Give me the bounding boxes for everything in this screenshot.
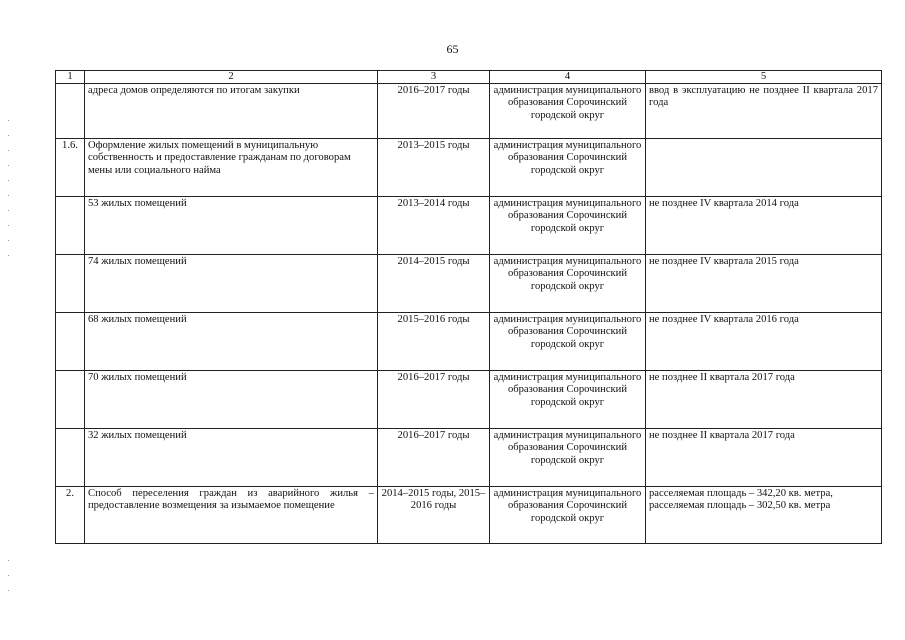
executor-cell: администрация муниципального образования Сорочинский городской округ xyxy=(490,429,646,487)
measure-cell: Оформление жилых помещений в муниципальную собственность и предоставление гражданам по договорам мены или социального найма xyxy=(85,139,378,197)
table-row xyxy=(56,429,882,487)
table-row xyxy=(56,371,882,429)
result-cell: ввод в эксплуатацию не позднее II квартала 2017 года xyxy=(646,84,882,139)
term-cell: 2013–2015 годы xyxy=(378,139,490,197)
table-row xyxy=(56,255,882,313)
table-row xyxy=(56,84,882,139)
measure-cell: 32 жилых помещений xyxy=(85,429,378,487)
executor-cell: администрация муниципального образования Сорочинский городской округ xyxy=(490,313,646,371)
page-number: 65 xyxy=(446,42,459,56)
executor-cell: администрация муниципального образования Сорочинский городской округ xyxy=(490,371,646,429)
term-cell: 2013–2014 годы xyxy=(378,197,490,255)
result-cell: не позднее IV квартала 2016 года xyxy=(646,313,882,371)
result-cell xyxy=(646,139,882,197)
term-cell: 2016–2017 годы xyxy=(378,429,490,487)
column-header-3: 3 xyxy=(378,71,490,84)
term-cell: 2016–2017 годы xyxy=(378,84,490,139)
executor-cell: администрация муниципального образования Сорочинский городской округ xyxy=(490,84,646,139)
executor-cell: администрация муниципального образования Сорочинский городской округ xyxy=(490,487,646,544)
executor-cell: администрация муниципального образования Сорочинский городской округ xyxy=(490,255,646,313)
row-number-cell xyxy=(56,429,85,487)
measure-cell: 53 жилых помещений xyxy=(85,197,378,255)
row-number-cell xyxy=(56,255,85,313)
row-number-cell xyxy=(56,313,85,371)
scan-margin-marks xyxy=(8,120,11,270)
result-cell: не позднее IV квартала 2014 года xyxy=(646,197,882,255)
result-cell: не позднее IV квартала 2015 года xyxy=(646,255,882,313)
measure-cell: 74 жилых помещений xyxy=(85,255,378,313)
table-row xyxy=(56,197,882,255)
term-cell: 2014–2015 годы, 2015–2016 годы xyxy=(378,487,490,544)
program-table xyxy=(55,70,882,544)
row-number-cell xyxy=(56,84,85,139)
column-header-4: 4 xyxy=(490,71,646,84)
term-cell: 2014–2015 годы xyxy=(378,255,490,313)
measure-cell: адреса домов определяются по итогам закупки xyxy=(85,84,378,139)
result-cell: не позднее II квартала 2017 года xyxy=(646,429,882,487)
term-cell: 2016–2017 годы xyxy=(378,371,490,429)
measure-cell: 68 жилых помещений xyxy=(85,313,378,371)
row-number-cell: 1.6. xyxy=(56,139,85,197)
result-cell: не позднее II квартала 2017 года xyxy=(646,371,882,429)
column-header-5: 5 xyxy=(646,71,882,84)
row-number-cell xyxy=(56,371,85,429)
row-number-cell xyxy=(56,197,85,255)
measure-cell: 70 жилых помещений xyxy=(85,371,378,429)
result-cell: расселяемая площадь – 342,20 кв. метра, расселяемая площадь – 302,50 кв. метра xyxy=(646,487,882,544)
table-row xyxy=(56,487,882,544)
scan-margin-marks xyxy=(8,560,11,605)
term-cell: 2015–2016 годы xyxy=(378,313,490,371)
table-row xyxy=(56,139,882,197)
column-header-2: 2 xyxy=(85,71,378,84)
table-row xyxy=(56,313,882,371)
executor-cell: администрация муниципального образования Сорочинский городской округ xyxy=(490,197,646,255)
column-header-1: 1 xyxy=(56,71,85,84)
executor-cell: администрация муниципального образования Сорочинский городской округ xyxy=(490,139,646,197)
measure-cell: Способ переселения граждан из аварийного жилья – предоставление возмещения за изымаемое помещение xyxy=(85,487,378,544)
table-header-row xyxy=(56,71,882,84)
row-number-cell: 2. xyxy=(56,487,85,544)
